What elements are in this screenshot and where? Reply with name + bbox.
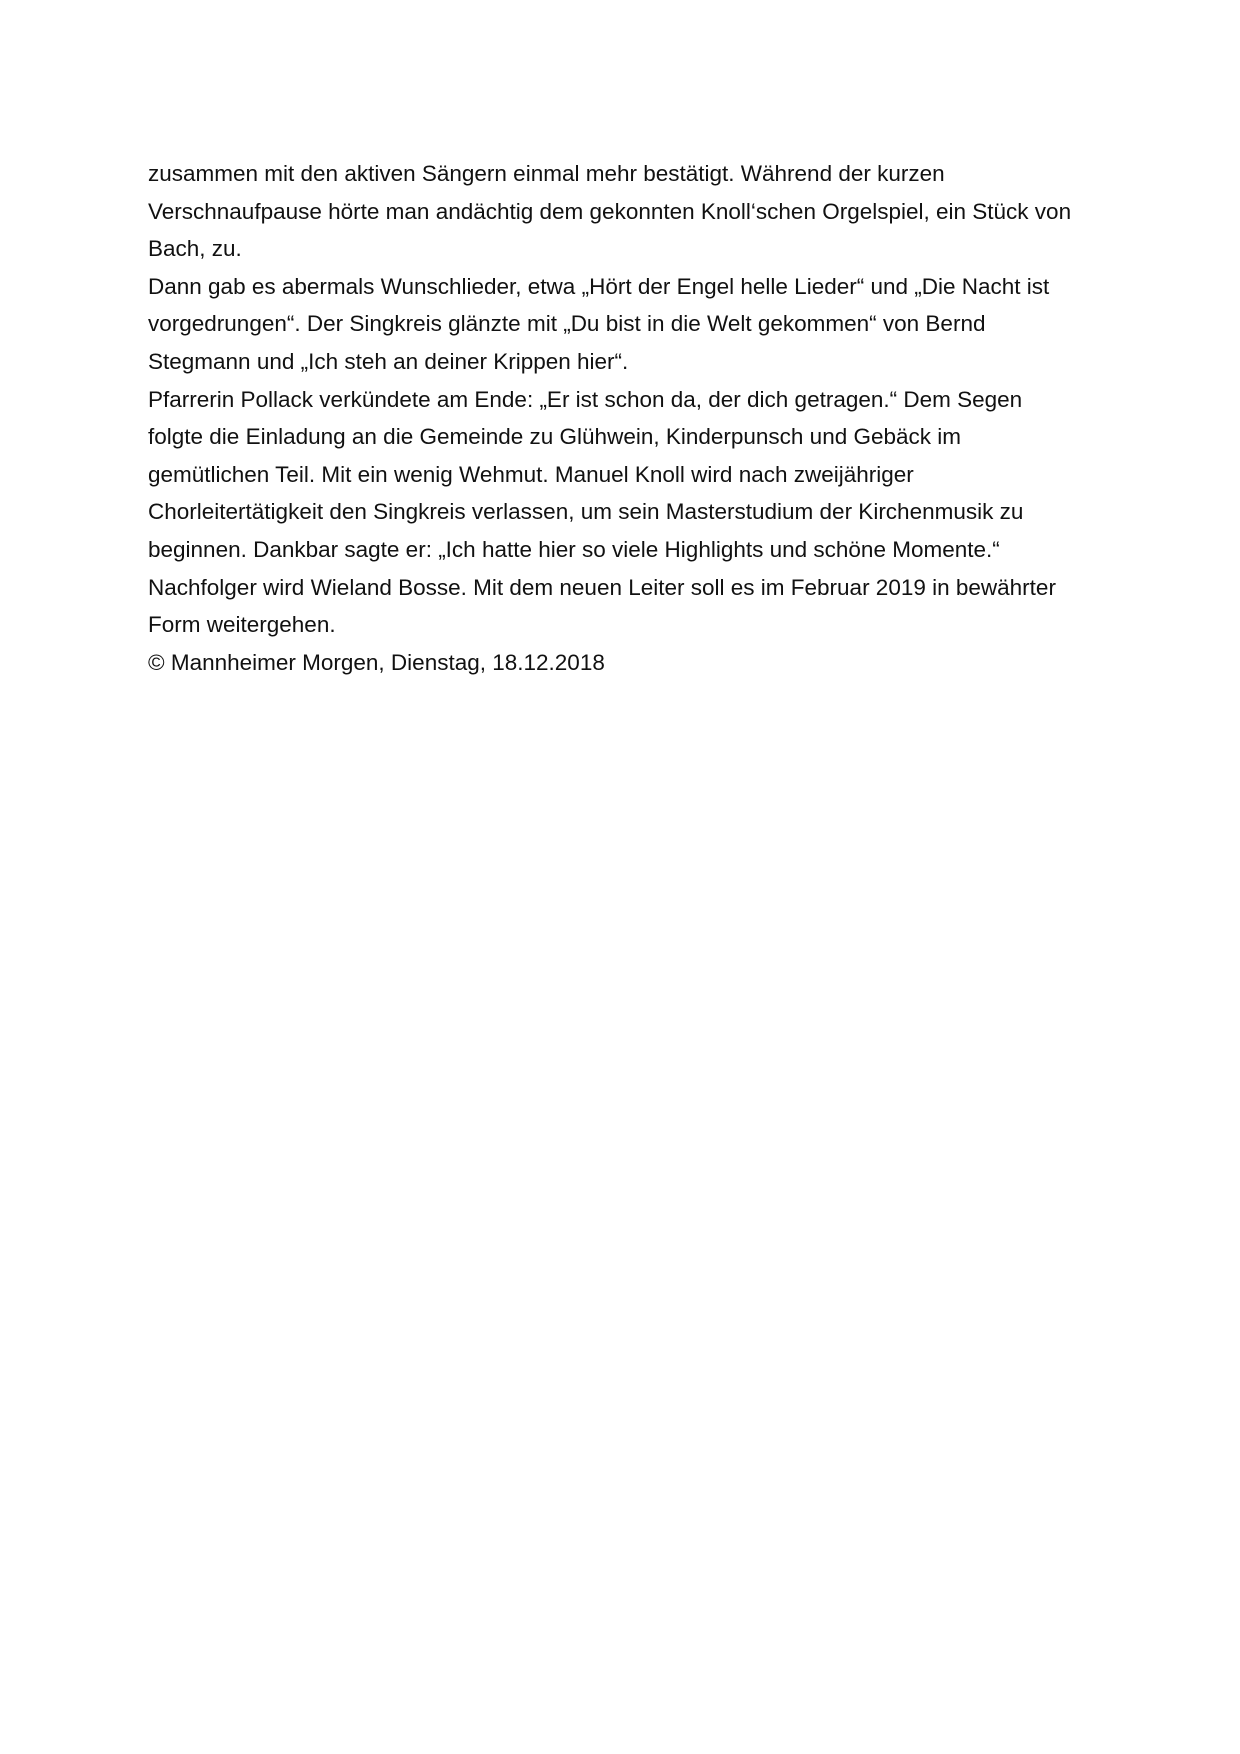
text-line-3: Bach, zu. [148,236,242,262]
text-line-8: folgte die Einladung an die Gemeinde zu Glühwein, Kinderpunsch und Gebäck im [148,424,962,450]
text-line-7: Pfarrerin Pollack verkündete am Ende: „Er ist schon da, der dich getragen.“ Dem Segen [148,386,1023,412]
text-line-13: Form weitergehen. [148,612,336,638]
text-line-2: Verschnaufpause hörte man andächtig dem gekonnten Knoll‘schen Orgelspiel, ein Stück von [148,198,1072,224]
copyright-line: © Mannheimer Morgen, Dienstag, 18.12.2018 [148,649,605,675]
text-line-10: Chorleitertätigkeit den Singkreis verlassen, um sein Masterstudium der Kirchenmusik zu [148,499,1024,525]
text-line-6: Stegmann und „Ich steh an deiner Krippen hier“. [148,348,629,374]
text-line-12: Nachfolger wird Wieland Bosse. Mit dem neuen Leiter soll es im Februar 2019 in bewährter [148,574,1056,600]
article-text [148,155,1108,681]
text-line-4: Dann gab es abermals Wunschlieder, etwa „Hört der Engel helle Lieder“ und „Die Nacht ist [148,273,1050,299]
text-line-9: gemütlichen Teil. Mit ein wenig Wehmut. Manuel Knoll wird nach zweijähriger [148,461,914,487]
text-line-1: zusammen mit den aktiven Sängern einmal mehr bestätigt. Während der kurzen [148,161,945,186]
text-line-11: beginnen. Dankbar sagte er: „Ich hatte hier so viele Highlights und schöne Momente.“ [148,536,1000,562]
text-line-5: vorgedrungen“. Der Singkreis glänzte mit „Du bist in die Welt gekommen“ von Bernd [148,311,986,337]
